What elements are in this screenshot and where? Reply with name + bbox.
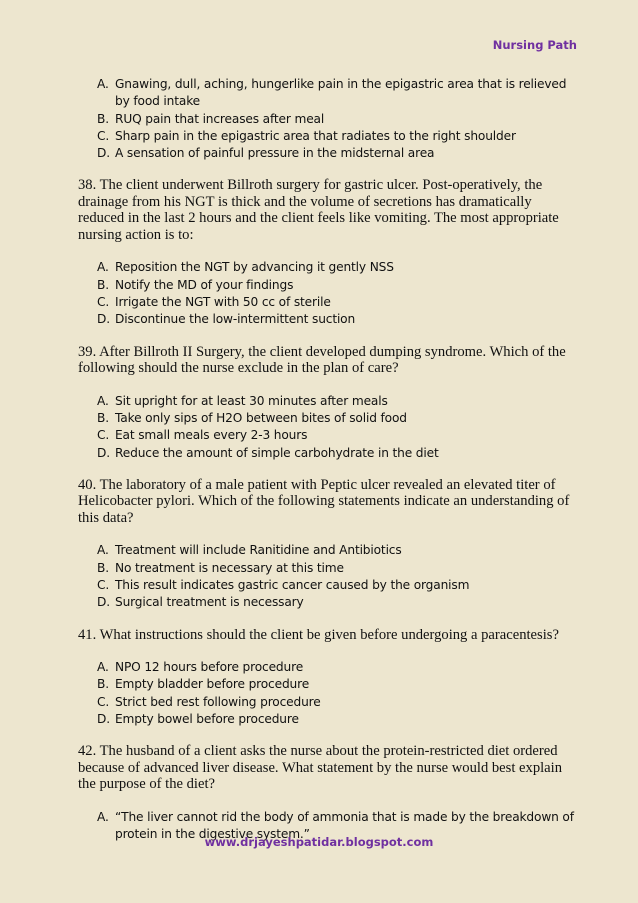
option-letter: D. xyxy=(97,146,110,161)
option-text: Empty bladder before procedure xyxy=(115,677,310,692)
option-item xyxy=(78,294,576,311)
option-item xyxy=(78,128,576,145)
option-letter: C. xyxy=(97,577,110,592)
option-letter: D. xyxy=(97,711,110,726)
option-letter: A. xyxy=(97,543,109,558)
question-41: 41. What instructions should the client be given before undergoing a paracentesis? xyxy=(78,626,559,643)
option-text: Discontinue the low-intermittent suction xyxy=(115,312,356,327)
question-39: 39. After Billroth II Surgery, the client developed dumping syndrome. Which of the following should the nurse exclude in the plan of care? xyxy=(78,343,566,377)
option-text: NPO 12 hours before procedure xyxy=(115,660,304,675)
option-item xyxy=(78,311,576,328)
option-text: No treatment is necessary at this time xyxy=(115,560,344,575)
option-text: “The liver cannot rid the body of ammonia that is made by the breakdown of protein in the digestive system.” xyxy=(115,809,574,842)
option-letter: D. xyxy=(97,595,110,610)
option-text: Strict bed rest following procedure xyxy=(115,694,321,709)
option-item xyxy=(78,427,576,444)
option-item xyxy=(78,711,576,728)
question-40-options xyxy=(78,542,576,611)
option-letter: D. xyxy=(97,312,110,327)
option-item xyxy=(78,393,576,410)
option-text: Reposition the NGT by advancing it gently NSS xyxy=(115,260,394,275)
option-text: Reduce the amount of simple carbohydrate in the diet xyxy=(115,445,439,460)
option-text: Take only sips of H2O between bites of solid food xyxy=(115,410,407,425)
option-letter: B. xyxy=(97,410,109,425)
option-text: RUQ pain that increases after meal xyxy=(115,111,325,126)
option-text: Sit upright for at least 30 minutes after meals xyxy=(115,393,388,408)
option-letter: B. xyxy=(97,560,109,575)
option-letter: B. xyxy=(97,277,109,292)
option-letter: C. xyxy=(97,128,110,143)
option-item xyxy=(78,594,576,611)
option-letter: C. xyxy=(97,295,110,310)
option-item xyxy=(78,577,576,594)
option-item xyxy=(78,676,576,693)
option-item xyxy=(78,259,576,276)
option-item xyxy=(78,111,576,128)
option-text: Eat small meals every 2-3 hours xyxy=(115,428,308,443)
option-item xyxy=(78,445,576,462)
option-text: Sharp pain in the epigastric area that radiates to the right shoulder xyxy=(115,128,516,143)
option-text: Gnawing, dull, aching, hungerlike pain in the epigastric area that is relieved by food intake xyxy=(115,77,567,109)
option-item xyxy=(78,542,576,559)
option-letter: C. xyxy=(97,694,110,709)
option-letter: B. xyxy=(97,111,109,126)
page-header-brand: Nursing Path xyxy=(492,38,577,52)
option-item xyxy=(78,410,576,427)
option-text: Irrigate the NGT with 50 cc of sterile xyxy=(115,295,331,310)
option-text: A sensation of painful pressure in the midsternal area xyxy=(115,146,435,161)
option-text: Empty bowel before procedure xyxy=(115,711,299,726)
previous-question-options xyxy=(78,76,576,162)
question-38: 38. The client underwent Billroth surgery for gastric ulcer. Post-operatively, the drainage from his NGT is thick and the volume of secretions has dramatically reduced in the last 2 hours and the client feels like vomiting. The most appropriate nursing action is to: xyxy=(78,177,559,243)
question-38-options xyxy=(78,259,576,328)
option-text: Treatment will include Ranitidine and Antibiotics xyxy=(115,543,402,558)
option-letter: A. xyxy=(97,260,109,275)
option-letter: A. xyxy=(97,393,109,408)
question-41-options xyxy=(78,659,576,728)
question-40: 40. The laboratory of a male patient with Peptic ulcer revealed an elevated titer of Helicobacter pylori. Which of the following statements indicate an understanding of this data? xyxy=(78,476,570,526)
question-42: 42. The husband of a client asks the nurse about the protein-restricted diet ordered because of advanced liver disease. What statement by the nurse would best explain the purpose of the diet? xyxy=(78,743,562,793)
option-text: Notify the MD of your findings xyxy=(115,277,294,292)
footer-website-link[interactable]: www.drjayeshpatidar.blogspot.com xyxy=(204,835,434,849)
option-item xyxy=(78,145,576,162)
option-item xyxy=(78,694,576,711)
option-letter: A. xyxy=(97,660,109,675)
option-item xyxy=(78,659,576,676)
option-text: Surgical treatment is necessary xyxy=(115,595,304,610)
option-letter: A. xyxy=(97,809,109,824)
option-item xyxy=(78,76,576,111)
option-letter: C. xyxy=(97,428,110,443)
page-content xyxy=(78,76,576,843)
option-letter: D. xyxy=(97,445,110,460)
question-39-options xyxy=(78,393,576,462)
option-letter: A. xyxy=(97,77,109,91)
option-text: This result indicates gastric cancer caused by the organism xyxy=(115,577,470,592)
option-item xyxy=(78,277,576,294)
option-item xyxy=(78,560,576,577)
option-letter: B. xyxy=(97,677,109,692)
